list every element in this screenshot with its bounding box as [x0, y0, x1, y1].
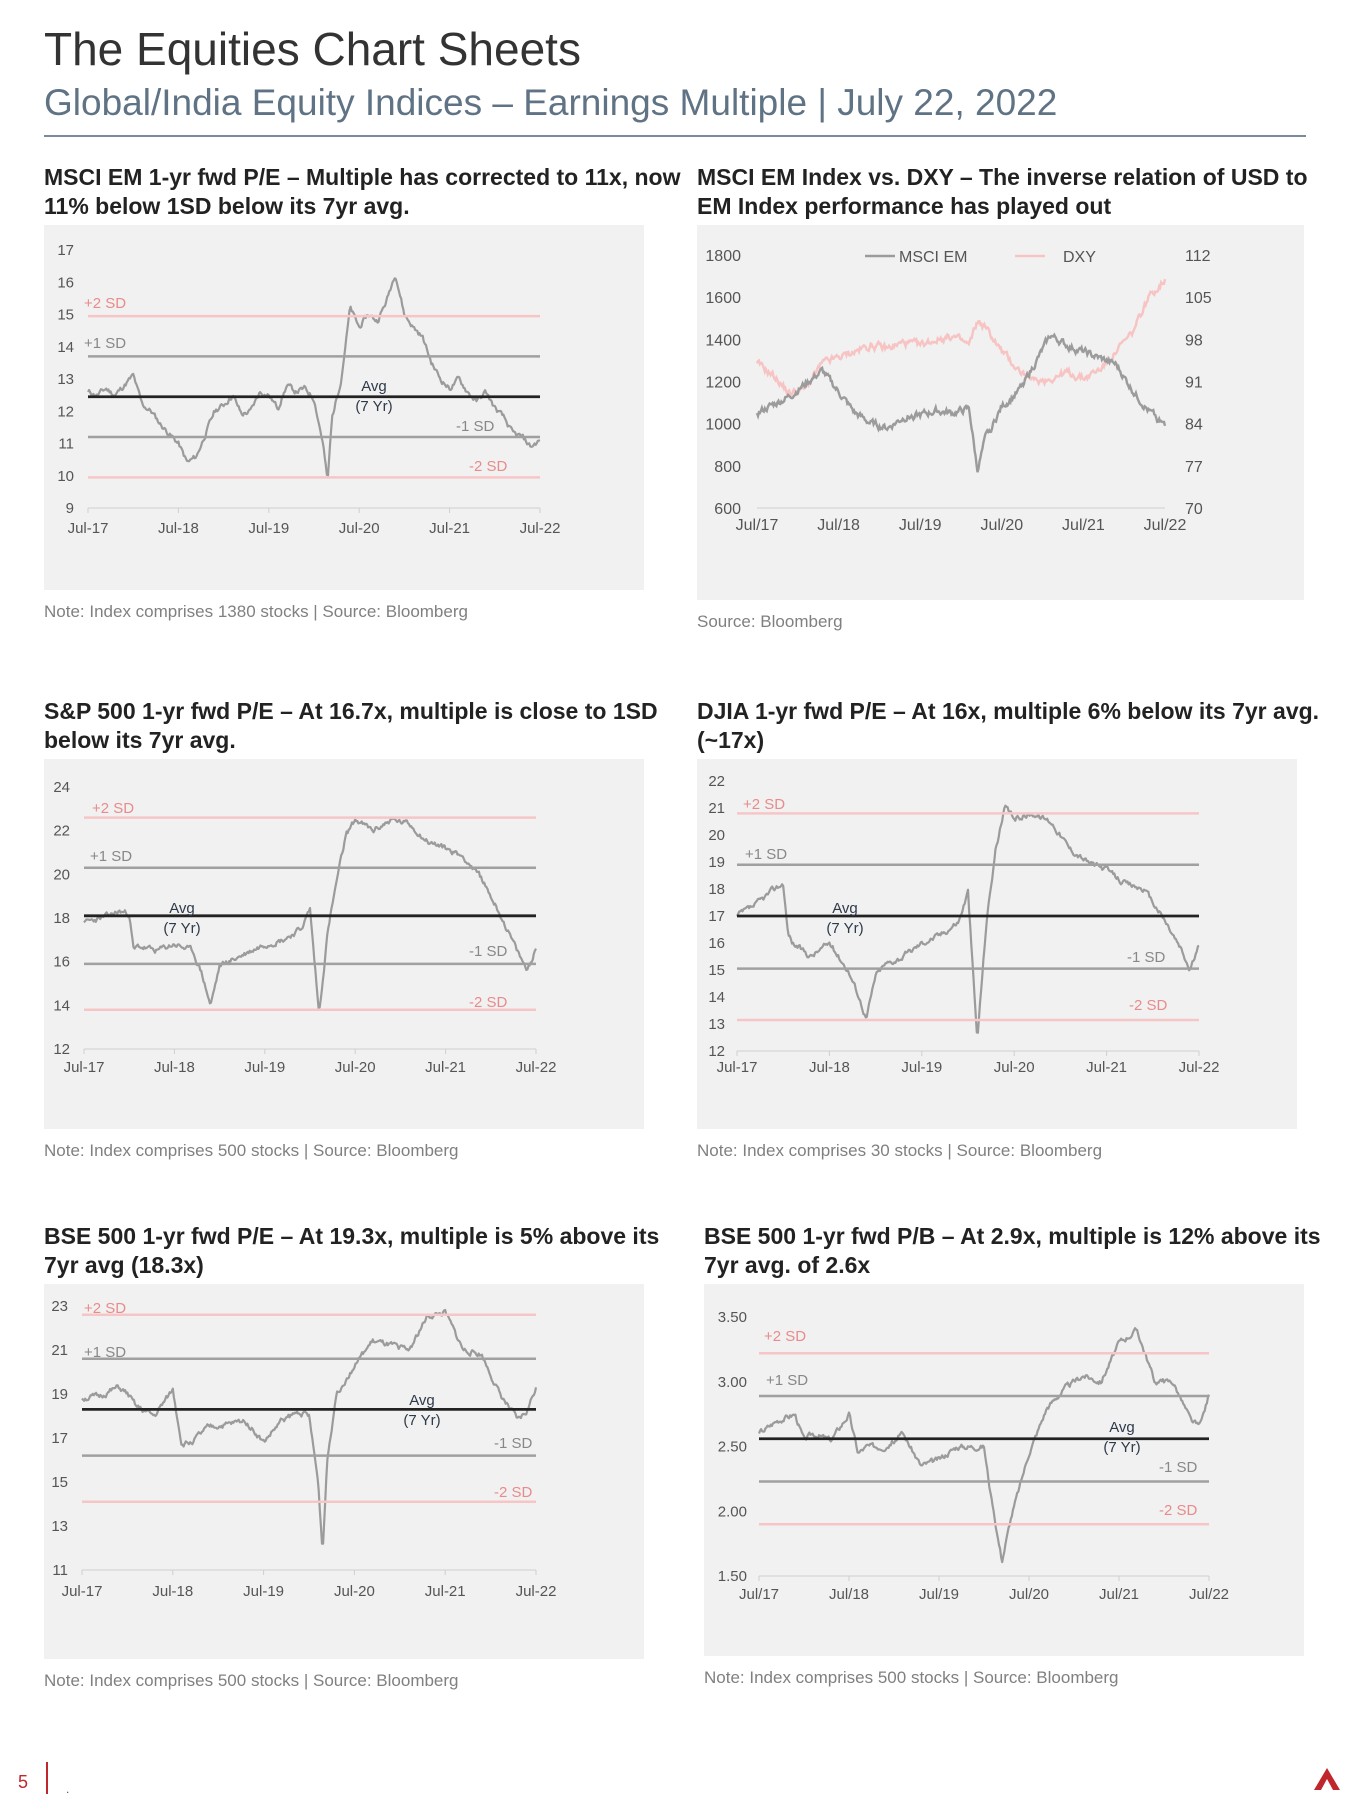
- y-tick-label: 2.00: [717, 1503, 747, 1521]
- plus-1sd-label: +1 SD: [84, 335, 127, 352]
- y-tick-label: 2.50: [717, 1438, 747, 1456]
- x-tick-label: Jul-19: [243, 1583, 285, 1600]
- x-tick-label: Jul/19: [918, 1586, 960, 1603]
- x-tick-label: Jul-17: [716, 1059, 758, 1076]
- x-tick-label: Jul-22: [515, 1059, 557, 1076]
- x-tick-label: Jul/18: [817, 517, 860, 534]
- page-number: 5: [18, 1772, 29, 1792]
- minus-2sd-label: -2 SD: [1129, 997, 1168, 1014]
- plus-1sd-label: +1 SD: [84, 1344, 127, 1361]
- y-tick-label: 20: [708, 827, 725, 844]
- chart-title: S&P 500 1-yr fwd P/E – At 16.7x, multiple is close to 1SD below its 7yr avg.: [44, 698, 658, 753]
- pe-band-chart-sp500: [44, 759, 644, 1129]
- y-right-tick-label: 112: [1185, 248, 1211, 265]
- chart-title: BSE 500 1-yr fwd P/E – At 19.3x, multiple is 5% above its 7yr avg (18.3x): [44, 1223, 660, 1278]
- x-tick-label: Jul-21: [1086, 1059, 1128, 1076]
- y-tick-label: 14: [57, 338, 74, 356]
- plus-1sd-label: +1 SD: [745, 846, 788, 863]
- minus-1sd-label: -1 SD: [494, 1435, 533, 1452]
- multiple-series-line: [84, 818, 536, 1008]
- x-tick-label: Jul-22: [515, 1583, 557, 1600]
- plus-2sd-label: +2 SD: [743, 796, 786, 813]
- x-tick-label: Jul-17: [67, 520, 109, 537]
- x-tick-label: Jul-21: [429, 520, 471, 537]
- x-tick-label: Jul/20: [980, 517, 1024, 534]
- minus-1sd-label: -1 SD: [1127, 949, 1166, 966]
- y-tick-label: 24: [53, 779, 70, 796]
- avg-label: Avg: [832, 900, 858, 917]
- y-tick-label: 3.50: [717, 1309, 747, 1326]
- y-right-tick-label: 98: [1185, 332, 1203, 350]
- y-left-tick-label: 800: [714, 458, 741, 476]
- minus-2sd-label: -2 SD: [469, 994, 508, 1011]
- pe-band-chart-djia: [697, 759, 1297, 1129]
- y-right-tick-label: 105: [1185, 290, 1212, 308]
- chart-area: [697, 759, 1297, 1129]
- panel-sp500-pe: [44, 697, 684, 1161]
- multiple-series-line: [88, 278, 540, 475]
- plus-2sd-label: +2 SD: [92, 800, 135, 817]
- plus-2sd-label: +2 SD: [764, 1328, 807, 1345]
- x-tick-label: Jul-19: [901, 1059, 943, 1076]
- y-right-tick-label: 70: [1185, 501, 1203, 518]
- pe-band-chart-msci-em: [44, 225, 644, 590]
- page-title: The Equities Chart Sheets: [44, 23, 581, 75]
- x-tick-label: Jul-20: [338, 520, 380, 537]
- y-tick-label: 12: [57, 403, 74, 421]
- y-tick-label: 21: [708, 800, 725, 817]
- minus-1sd-label: -1 SD: [469, 943, 508, 960]
- y-tick-label: 12: [53, 1041, 70, 1058]
- y-tick-label: 16: [53, 953, 70, 971]
- x-tick-label: Jul-22: [519, 520, 561, 537]
- y-tick-label: 21: [51, 1342, 68, 1359]
- page-number-bar: [46, 1762, 48, 1794]
- minus-1sd-label: -1 SD: [1159, 1459, 1198, 1476]
- y-right-tick-label: 91: [1185, 374, 1203, 392]
- x-tick-label: Jul/17: [735, 517, 779, 534]
- panel-bse500-pb: [704, 1222, 1344, 1688]
- chart-note: Note: Index comprises 30 stocks | Source: Bloomberg: [697, 1141, 1103, 1160]
- chart-title: DJIA 1-yr fwd P/E – At 16x, multiple 6% below its 7yr avg. (~17x): [697, 698, 1320, 753]
- y-tick-label: 19: [708, 854, 725, 871]
- chart-note: Note: Index comprises 500 stocks | Source: Bloomberg: [44, 1671, 459, 1690]
- chart-note: Note: Index comprises 500 stocks | Source: Bloomberg: [704, 1668, 1119, 1687]
- x-tick-label: Jul/17: [738, 1586, 780, 1603]
- y-tick-label: 18: [53, 910, 70, 927]
- x-tick-label: Jul/22: [1143, 517, 1187, 534]
- avg-period-label: (7 Yr): [403, 1412, 441, 1429]
- chart-area: [44, 759, 644, 1129]
- y-tick-label: 3.00: [717, 1373, 747, 1391]
- footer-dot: .: [66, 1782, 70, 1796]
- x-tick-label: Jul/21: [1098, 1586, 1140, 1603]
- x-tick-label: Jul-18: [157, 520, 199, 537]
- chart-note: Note: Index comprises 1380 stocks | Source: Bloomberg: [44, 602, 468, 621]
- pb-band-chart-bse500: [704, 1284, 1304, 1656]
- y-tick-label: 14: [708, 989, 725, 1006]
- y-tick-label: 1.50: [717, 1568, 747, 1585]
- legend-label-msci-em: MSCI EM: [899, 249, 968, 266]
- x-tick-label: Jul-18: [808, 1059, 850, 1076]
- chart-title: BSE 500 1-yr fwd P/B – At 2.9x, multiple is 12% above its 7yr avg. of 2.6x: [704, 1223, 1321, 1278]
- chart-area: [697, 225, 1304, 600]
- chart-title: MSCI EM 1-yr fwd P/E – Multiple has corrected to 11x, now 11% below 1SD below its 7yr avg.: [44, 164, 681, 219]
- page-subtitle: Global/India Equity Indices – Earnings Multiple | July 22, 2022: [44, 82, 1058, 123]
- avg-label: Avg: [409, 1392, 435, 1409]
- plus-2sd-label: +2 SD: [84, 295, 127, 312]
- plus-1sd-label: +1 SD: [766, 1372, 809, 1389]
- panel-djia-pe: [697, 697, 1337, 1161]
- y-left-tick-label: 1400: [705, 332, 741, 350]
- x-tick-label: Jul-17: [61, 1583, 103, 1600]
- x-tick-label: Jul-22: [1178, 1059, 1220, 1076]
- y-tick-label: 13: [51, 1518, 68, 1535]
- y-tick-label: 14: [53, 997, 70, 1015]
- y-tick-label: 13: [57, 371, 74, 388]
- y-tick-label: 17: [708, 908, 725, 925]
- dual-axis-chart-msci-dxy: [697, 225, 1304, 600]
- y-left-tick-label: 600: [714, 501, 741, 518]
- x-tick-label: Jul/20: [1008, 1586, 1050, 1603]
- y-right-tick-label: 77: [1185, 458, 1203, 476]
- y-left-tick-label: 1800: [705, 248, 741, 265]
- panel-msci-em-pe: [44, 163, 684, 622]
- x-tick-label: Jul-18: [152, 1583, 194, 1600]
- dxy-series-line: [757, 279, 1165, 395]
- y-tick-label: 11: [58, 435, 74, 453]
- y-tick-label: 11: [52, 1562, 68, 1579]
- x-tick-label: Jul-20: [993, 1059, 1035, 1076]
- x-tick-label: Jul-19: [248, 520, 290, 537]
- plus-2sd-label: +2 SD: [84, 1300, 127, 1317]
- y-tick-label: 17: [51, 1430, 68, 1447]
- y-tick-label: 22: [708, 773, 725, 790]
- pe-band-chart-bse500: [44, 1284, 644, 1659]
- y-right-tick-label: 84: [1185, 416, 1203, 434]
- y-tick-label: 15: [708, 962, 725, 979]
- y-tick-label: 9: [65, 500, 74, 517]
- y-tick-label: 15: [51, 1474, 68, 1491]
- chart-note: Note: Index comprises 500 stocks | Source: Bloomberg: [44, 1141, 459, 1160]
- minus-1sd-label: -1 SD: [456, 418, 495, 435]
- x-tick-label: Jul/19: [898, 517, 942, 534]
- legend-label-dxy: DXY: [1063, 249, 1096, 266]
- x-tick-label: Jul-19: [244, 1059, 286, 1076]
- minus-2sd-label: -2 SD: [1159, 1502, 1198, 1519]
- y-left-tick-label: 1600: [705, 290, 741, 308]
- y-left-tick-label: 1200: [705, 374, 741, 392]
- y-tick-label: 13: [708, 1016, 725, 1033]
- y-tick-label: 17: [57, 242, 74, 259]
- minus-2sd-label: -2 SD: [494, 1484, 533, 1501]
- chart-area: [704, 1284, 1304, 1656]
- x-tick-label: Jul-17: [63, 1059, 105, 1076]
- avg-period-label: (7 Yr): [163, 920, 201, 937]
- chart-area: [44, 225, 644, 590]
- avg-period-label: (7 Yr): [355, 398, 393, 415]
- x-tick-label: Jul/18: [828, 1586, 870, 1603]
- avg-period-label: (7 Yr): [1103, 1439, 1141, 1456]
- msci-em-series-line: [757, 335, 1165, 472]
- minus-2sd-label: -2 SD: [469, 458, 508, 475]
- y-left-tick-label: 1000: [705, 416, 741, 434]
- y-tick-label: 12: [708, 1043, 725, 1060]
- x-tick-label: Jul-18: [153, 1059, 195, 1076]
- avg-period-label: (7 Yr): [826, 920, 864, 937]
- chart-area: [44, 1284, 644, 1659]
- x-tick-label: Jul/21: [1062, 517, 1105, 534]
- brand-logo-icon: [1312, 1766, 1342, 1792]
- y-tick-label: 16: [708, 935, 725, 952]
- y-tick-label: 19: [51, 1386, 68, 1403]
- y-tick-label: 16: [57, 274, 74, 292]
- panel-bse500-pe: [44, 1222, 684, 1691]
- avg-label: Avg: [1109, 1419, 1135, 1436]
- chart-note: Source: Bloomberg: [697, 612, 843, 631]
- chart-title: MSCI EM Index vs. DXY – The inverse relation of USD to EM Index performance has played out: [697, 164, 1308, 219]
- x-tick-label: Jul-20: [334, 1059, 376, 1076]
- multiple-series-line: [759, 1328, 1209, 1562]
- x-tick-label: Jul-21: [424, 1583, 466, 1600]
- header-divider: [44, 135, 1306, 137]
- plus-1sd-label: +1 SD: [90, 848, 133, 865]
- panel-msci-em-dxy: [697, 163, 1337, 632]
- x-tick-label: Jul-21: [425, 1059, 467, 1076]
- multiple-series-line: [82, 1310, 536, 1544]
- y-tick-label: 15: [57, 306, 74, 324]
- y-tick-label: 20: [53, 866, 70, 884]
- x-tick-label: Jul/22: [1188, 1586, 1230, 1603]
- y-tick-label: 10: [57, 467, 74, 485]
- avg-label: Avg: [361, 378, 387, 395]
- y-tick-label: 18: [708, 881, 725, 898]
- y-tick-label: 23: [51, 1298, 68, 1315]
- avg-label: Avg: [169, 900, 195, 917]
- x-tick-label: Jul-20: [333, 1583, 375, 1600]
- y-tick-label: 22: [53, 822, 70, 840]
